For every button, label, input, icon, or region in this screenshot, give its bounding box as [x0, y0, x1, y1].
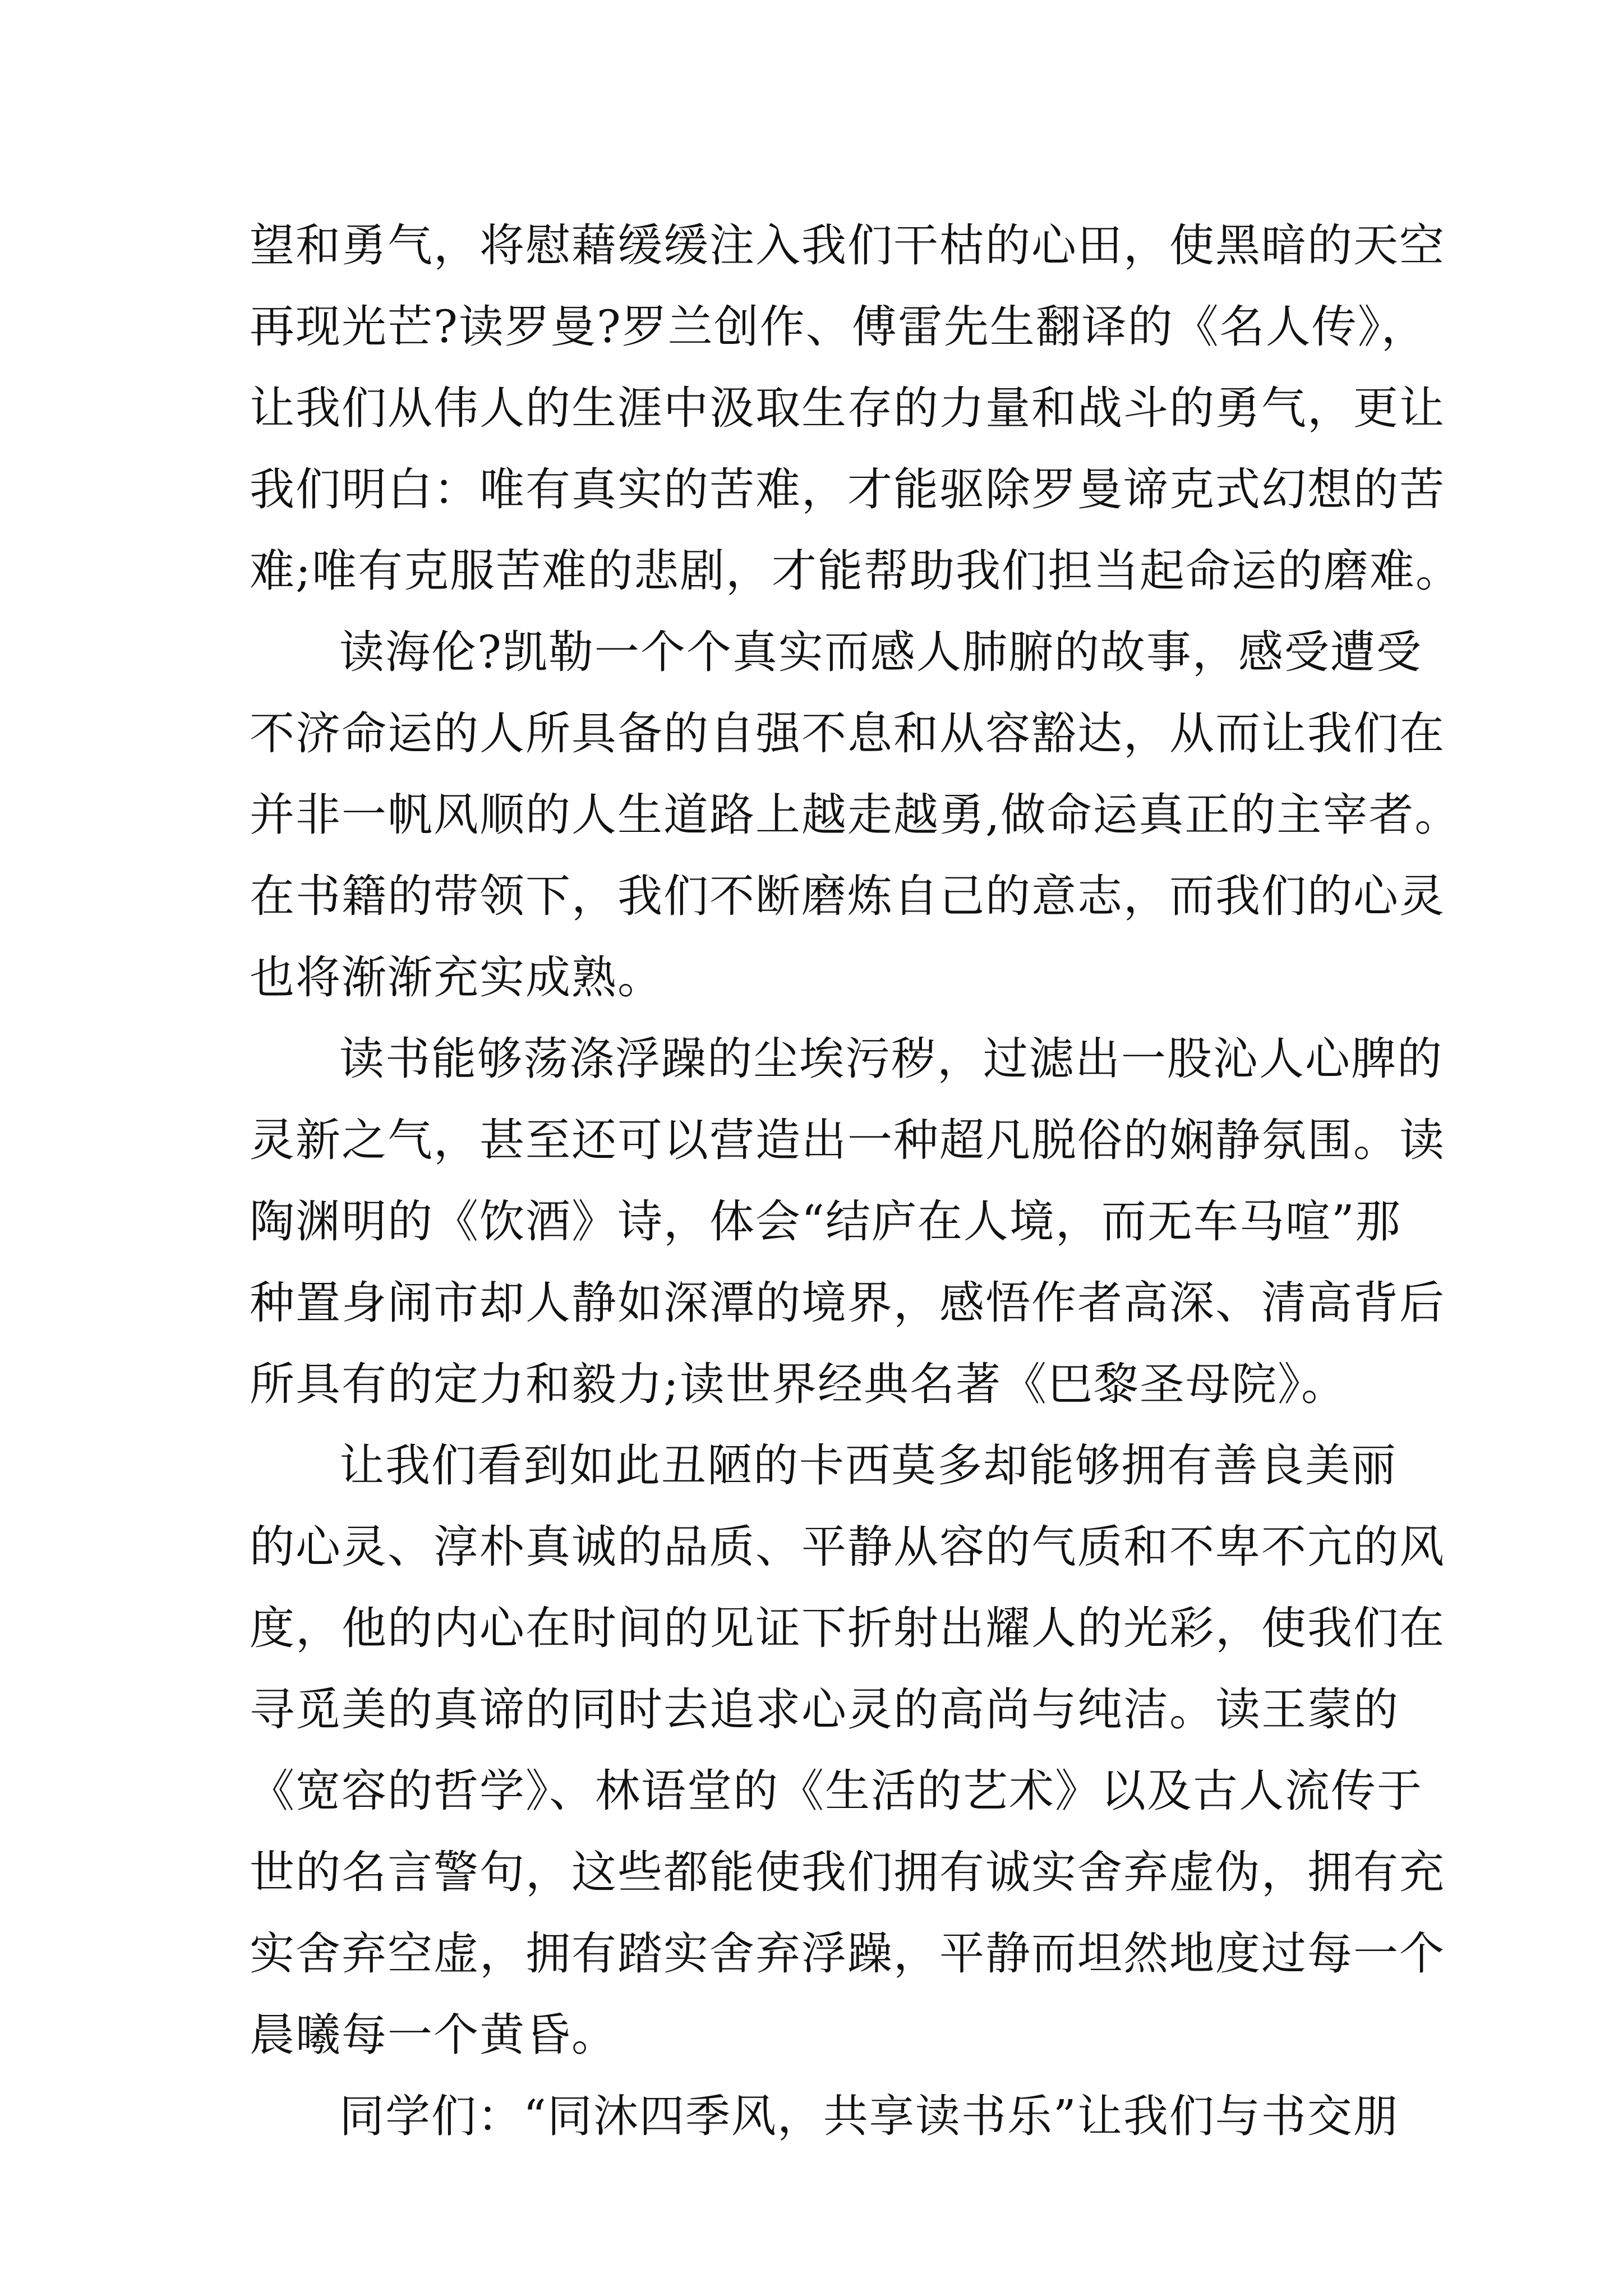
text-line: 难;唯有克服苦难的悲剧，才能帮助我们担当起命运的磨难。 — [250, 545, 1461, 597]
text-line: 的心灵、淳朴真诚的品质、平静从容的气质和不卑不亢的风 — [250, 1521, 1445, 1573]
text-line: 也将渐渐充实成熟。 — [250, 951, 663, 1004]
text-line: 所具有的定力和毅力;读世界经典名著《巴黎圣母院》。 — [250, 1358, 1347, 1410]
text-line: 灵新之气，甚至还可以营造出一种超凡脱俗的娴静氛围。读 — [250, 1114, 1445, 1166]
text-line: 我们明白：唯有真实的苦难，才能驱除罗曼谛克式幻想的苦 — [250, 463, 1445, 516]
text-line: 在书籍的带领下，我们不断磨炼自己的意志，而我们的心灵 — [250, 870, 1445, 922]
text-line: 晨曦每一个黄昏。 — [250, 2009, 617, 2061]
text-line: 种置身闹市却人静如深潭的境界，感悟作者高深、清高背后 — [250, 1277, 1445, 1329]
text-line: 世的名言警句，这些都能使我们拥有诚实舍弃虚伪，拥有充 — [250, 1846, 1445, 1898]
paragraph-first-line: 让我们看到如此丑陋的卡西莫多却能够拥有善良美丽 — [339, 1439, 1397, 1492]
text-line: 陶渊明的《饮酒》诗，体会“结庐在人境，而无车马喧”那 — [250, 1195, 1401, 1248]
text-line: 并非一帆风顺的人生道路上越走越勇,做命运真正的主宰者。 — [250, 789, 1461, 841]
text-line: 度，他的内心在时间的见证下折射出耀人的光彩，使我们在 — [250, 1602, 1445, 1654]
text-line: 《宽容的哲学》、林语堂的《生活的艺术》以及古人流传于 — [250, 1765, 1423, 1817]
text-line: 再现光芒?读罗曼?罗兰创作、傅雷先生翻译的《名人传》， — [250, 301, 1427, 353]
text-line: 实舍弃空虚，拥有踏实舍弃浮躁，平静而坦然地度过每一个 — [250, 1927, 1445, 1980]
text-line: 望和勇气，将慰藉缓缓注入我们干枯的心田，使黑暗的天空 — [250, 219, 1445, 272]
text-line: 让我们从伟人的生涯中汲取生存的力量和战斗的勇气，更让 — [250, 382, 1445, 434]
paragraph-first-line: 同学们：“同沐四季风，共享读书乐”让我们与书交朋 — [339, 2090, 1399, 2142]
paragraph-first-line: 读书能够荡涤浮躁的尘埃污秽，过滤出一股沁人心脾的 — [339, 1033, 1443, 1085]
text-line: 不济命运的人所具备的自强不息和从容豁达，从而让我们在 — [250, 707, 1445, 760]
paragraph-first-line: 读海伦?凯勒一个个真实而感人肺腑的故事，感受遭受 — [339, 626, 1422, 678]
body-text — [250, 205, 1461, 2157]
text-line: 寻觅美的真谛的同时去追求心灵的高尚与纯洁。读王蒙的 — [250, 1683, 1399, 1736]
